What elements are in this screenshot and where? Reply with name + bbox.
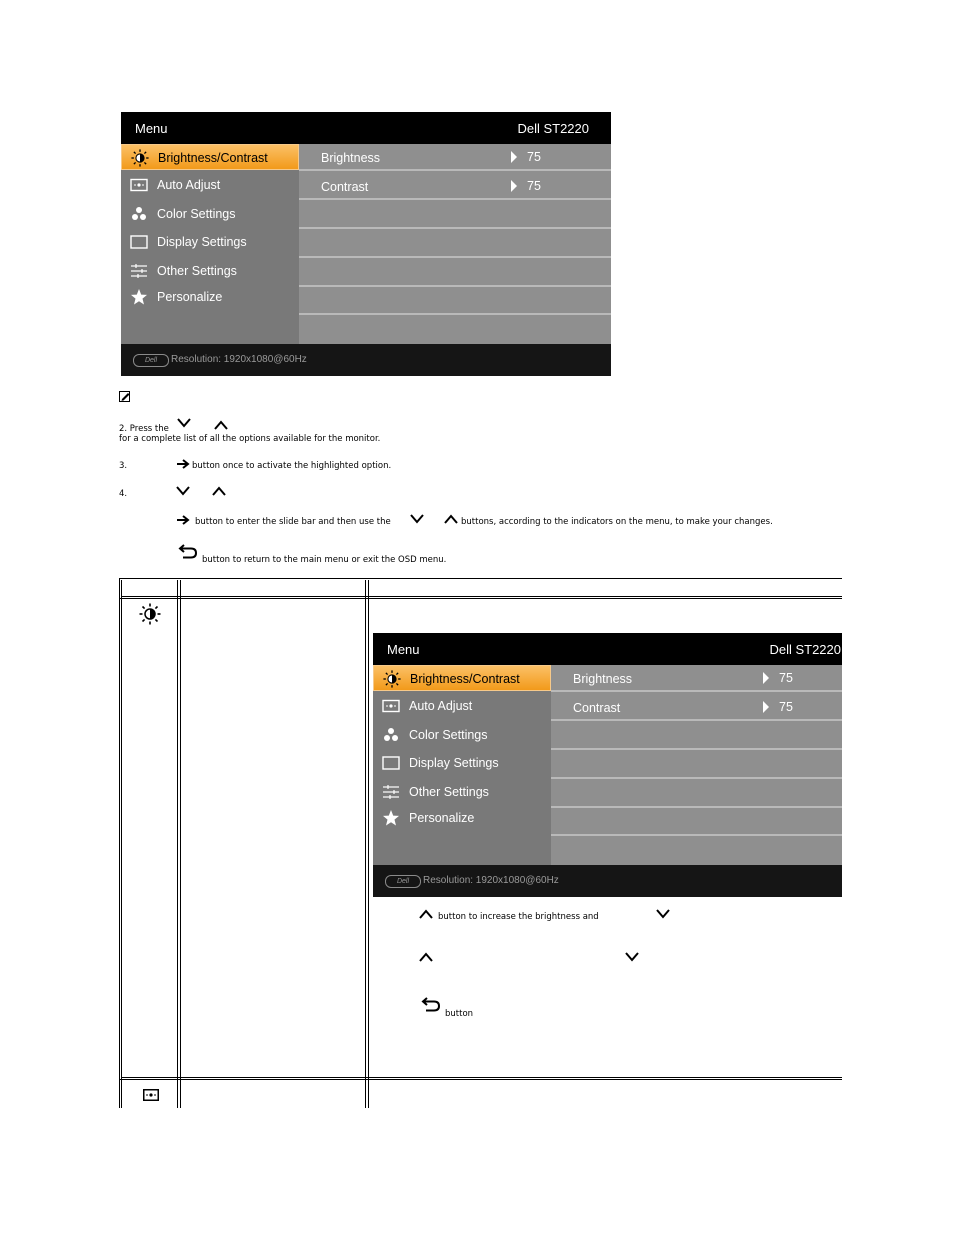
osd-footer — [373, 865, 842, 897]
osd-header — [121, 112, 611, 144]
down-arrow-icon — [656, 909, 670, 919]
brightness-icon — [139, 603, 161, 625]
down-arrow-icon — [176, 486, 190, 496]
osd-menu-item[interactable] — [121, 144, 299, 170]
osd-menu-item[interactable] — [121, 258, 299, 284]
osd-menu-item-label: Display Settings — [157, 235, 247, 249]
step3-text: button once to activate the highlighted option. — [192, 461, 392, 471]
play-arrow-icon — [763, 701, 769, 713]
osd-row-label: Brightness — [321, 151, 381, 165]
osd-menu-item-label: Brightness/Contrast — [158, 151, 268, 165]
auto-adjust-icon — [143, 1089, 159, 1101]
osd-menu-item-label: Brightness/Contrast — [410, 672, 520, 686]
osd-menu-item[interactable] — [373, 693, 551, 719]
other-settings-icon — [130, 262, 148, 280]
color-settings-icon — [130, 205, 148, 223]
osd-menu-item-label: Personalize — [157, 290, 223, 304]
up-arrow-icon — [214, 420, 228, 430]
osd-row-value: 75 — [779, 700, 793, 714]
button-text: button — [445, 1009, 474, 1019]
up-arrow-icon — [419, 909, 433, 919]
osd-submenu-row[interactable] — [551, 809, 842, 836]
osd-menu-item[interactable] — [373, 805, 551, 831]
osd-header — [373, 633, 842, 665]
brightness-icon — [383, 670, 401, 688]
osd-row-label: Contrast — [321, 180, 369, 194]
down-arrow-icon — [410, 514, 424, 524]
osd-menu-item-label: Other Settings — [157, 264, 237, 278]
auto-adjust-icon — [382, 697, 400, 715]
osd-menu-list — [121, 144, 299, 344]
play-arrow-icon — [511, 151, 517, 163]
osd-row-label: Brightness — [573, 672, 633, 686]
note-pencil-icon — [119, 390, 131, 402]
other-settings-icon — [382, 783, 400, 801]
auto-adjust-icon — [130, 176, 148, 194]
down-arrow-icon — [177, 418, 191, 428]
up-arrow-icon — [212, 486, 226, 496]
osd-menu-item-label: Personalize — [409, 811, 475, 825]
play-arrow-icon — [511, 180, 517, 192]
osd-title: Menu — [387, 642, 420, 657]
osd-submenu-row[interactable] — [299, 231, 611, 258]
osd-row-value: 75 — [527, 150, 541, 164]
osd-submenu-row[interactable] — [299, 144, 611, 171]
osd-menu-screenshot — [373, 633, 842, 897]
osd-submenu — [551, 665, 842, 865]
display-settings-icon — [130, 233, 148, 251]
osd-menu-item[interactable] — [121, 284, 299, 310]
display-settings-icon — [382, 754, 400, 772]
step4-sub-text2: buttons, according to the indicators on the menu, to make your changes. — [461, 517, 773, 527]
resolution-text: Resolution: 1920x1080@60Hz — [171, 354, 307, 365]
osd-menu-item[interactable] — [373, 779, 551, 805]
osd-menu-item[interactable] — [121, 229, 299, 255]
osd-menu-item-label: Color Settings — [157, 207, 236, 221]
osd-submenu-row[interactable] — [299, 288, 611, 315]
osd-menu-item[interactable] — [121, 201, 299, 227]
osd-submenu-row[interactable] — [299, 173, 611, 200]
step3-number: 3. — [119, 461, 128, 471]
osd-menu-item[interactable] — [121, 172, 299, 198]
osd-model: Dell ST2220 — [769, 642, 841, 657]
back-arrow-icon — [421, 996, 441, 1012]
right-arrow-icon — [176, 515, 190, 525]
dell-logo: Dell — [133, 354, 169, 367]
osd-menu-item-label: Color Settings — [409, 728, 488, 742]
osd-menu-item-label: Auto Adjust — [409, 699, 473, 713]
down-arrow-icon — [625, 952, 639, 962]
back-arrow-icon — [178, 543, 198, 559]
osd-menu-item[interactable] — [373, 750, 551, 776]
step2-continued: for a complete list of all the options available for the monitor. — [119, 434, 381, 444]
brightness-icon — [131, 149, 149, 167]
osd-submenu-row[interactable] — [299, 260, 611, 287]
step5-text: button to return to the main menu or exit the OSD menu. — [202, 555, 447, 565]
resolution-text: Resolution: 1920x1080@60Hz — [423, 875, 559, 886]
color-settings-icon — [382, 726, 400, 744]
osd-menu-item[interactable] — [373, 665, 551, 691]
osd-menu-list — [373, 665, 551, 865]
osd-menu-item-label: Display Settings — [409, 756, 499, 770]
osd-title: Menu — [135, 121, 168, 136]
step4-number: 4. — [119, 489, 128, 499]
osd-row-value: 75 — [779, 671, 793, 685]
step2-text: 2. Press the — [119, 424, 169, 434]
osd-row-label: Contrast — [573, 701, 621, 715]
star-icon — [130, 288, 148, 306]
osd-submenu-row[interactable] — [551, 752, 842, 779]
increase-brightness-text: button to increase the brightness and — [438, 912, 599, 922]
osd-submenu-row[interactable] — [551, 665, 842, 692]
osd-menu-item-label: Other Settings — [409, 785, 489, 799]
osd-model: Dell ST2220 — [517, 121, 589, 136]
osd-row-value: 75 — [527, 179, 541, 193]
osd-footer — [121, 344, 611, 376]
osd-clip — [373, 633, 842, 897]
osd-submenu — [299, 144, 611, 344]
osd-menu-item-label: Auto Adjust — [157, 178, 221, 192]
dell-logo: Dell — [385, 875, 421, 888]
up-arrow-icon — [444, 514, 458, 524]
osd-menu-screenshot — [121, 112, 611, 376]
osd-submenu-row[interactable] — [551, 781, 842, 808]
osd-menu-item[interactable] — [373, 722, 551, 748]
osd-submenu-row[interactable] — [551, 723, 842, 750]
star-icon — [382, 809, 400, 827]
up-arrow-icon — [419, 952, 433, 962]
play-arrow-icon — [763, 672, 769, 684]
osd-submenu-row[interactable] — [299, 202, 611, 229]
right-arrow-icon — [176, 459, 190, 469]
osd-submenu-row[interactable] — [551, 694, 842, 721]
step4-sub-text: button to enter the slide bar and then use the — [195, 517, 391, 527]
